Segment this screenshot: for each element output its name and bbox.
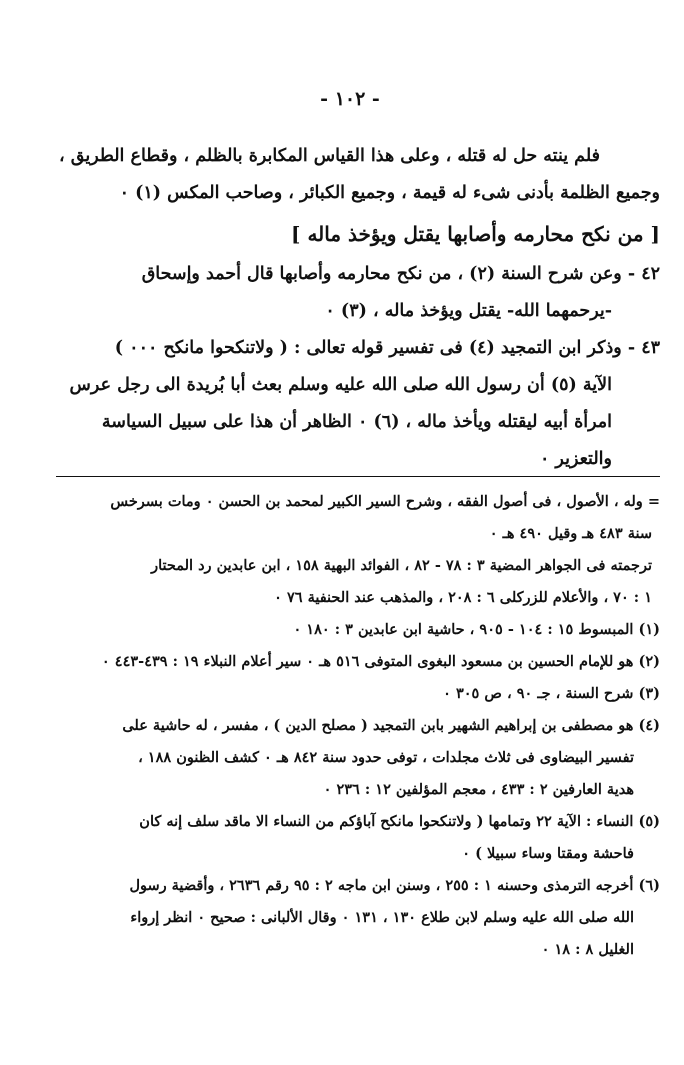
footnotes [30, 486, 660, 966]
main-text [40, 138, 660, 478]
item-42-line: ٤٢ - وعن شرح السنة (٢) ، من نكح محارمه وأصابها قال أحمد وإسحاق [141, 264, 660, 284]
page-number: - ١٠٢ - [320, 88, 380, 110]
paragraph-line: وجميع الظلمة بأدنى شىء له قيمة ، وجميع الكبائر ، وصاحب المكس (١) ٠ [119, 183, 660, 203]
footnote-3: (٣) شرح السنة ، جـ ٩٠ ، ص ٣٠٥ ٠ [443, 685, 660, 702]
item-43-line: الآية (٥) أن رسول الله صلى الله عليه وسلم بعث أبا بُريدة الى رجل عرس [69, 375, 612, 395]
footnote-5-line: فاحشة ومقتا وساء سبيلا ) ٠ [462, 845, 634, 862]
footnote-4-line: هدية العارفين ٢ : ٤٣٣ ، معجم المؤلفين ١٢ : ٢٣٦ ٠ [323, 781, 634, 798]
paragraph-line: فلم ينته حل له قتله ، وعلى هذا القياس المكابرة بالظلم ، وقطاع الطريق ، [59, 146, 600, 166]
footnote-separator [56, 476, 660, 477]
item-43-line: ٤٣ - وذكر ابن التمجيد (٤) فى تفسير قوله تعالى : ( ولاتنكحوا مانكح ٠٠٠ ) [114, 338, 660, 358]
item-43-line: امرأة أبيه ليقتله ويأخذ ماله ، (٦) ٠ الظاهر أن هذا على سبيل السياسة [101, 412, 612, 432]
footnote-6-line: الله صلى الله عليه وسلم لابن طلاع ١٣٠ ، ١٣١ ٠ وقال الألبانى : صحيح ٠ انظر إرواء [130, 909, 634, 926]
footnote-line: ترجمته فى الجواهر المضية ٣ : ٧٨ - ٨٢ ، الفوائد البهية ١٥٨ ، ابن عابدين رد المحتار [151, 557, 652, 574]
item-43-line: والتعزير ٠ [539, 449, 612, 469]
document-page [40, 0, 660, 1065]
footnote-2: (٢) هو للإمام الحسين بن مسعود البغوى المتوفى ٥١٦ هـ ٠ سير أعلام النبلاء ١٩ : ٤٣٩-٤٤٣ ٠ [101, 653, 660, 670]
footnote-line: ١ : ٧٠ ، والأعلام للزركلى ٦ : ٢٠٨ ، والمذهب عند الحنفية ٧٦ ٠ [274, 589, 652, 606]
item-42-line: -يرحمهما الله- يقتل ويؤخذ ماله ، (٣) ٠ [325, 301, 612, 321]
footnote-1: (١) المبسوط ١٥ : ١٠٤ - ٩٠٥ ، حاشية ابن عابدين ٣ : ١٨٠ ٠ [293, 621, 660, 638]
section-heading: [ من نكح محارمه وأصابها يقتل ويؤخذ ماله ] [291, 222, 660, 246]
footnote-6-line: الغليل ٨ : ١٨ ٠ [541, 941, 634, 958]
footnote-4-line: تفسير البيضاوى فى ثلاث مجلدات ، توفى حدود سنة ٨٤٢ هـ ٠ كشف الظنون ١٨٨ ، [138, 749, 634, 766]
footnote-line: = وله ، الأصول ، فى أصول الفقه ، وشرح السير الكبير لمحمد بن الحسن ٠ ومات بسرخس [110, 493, 660, 510]
footnote-6: (٦) أخرجه الترمذى وحسنه ١ : ٢٥٥ ، وسنن ابن ماجه ٢ : ٩٥ رقم ٢٦٣٦ ، وأقضية رسول [129, 877, 660, 894]
footnote-line: سنة ٤٨٣ هـ وقيل ٤٩٠ هـ ٠ [489, 525, 652, 542]
footnote-5: (٥) النساء : الآية ٢٢ وتمامها ( ولاتنكحوا مانكح آباؤكم من النساء الا ماقد سلف إنه كان [139, 813, 660, 830]
footnote-4: (٤) هو مصطفى بن إبراهيم الشهير بابن التمجيد ( مصلح الدين ) ، مفسر ، له حاشية على [122, 717, 660, 734]
